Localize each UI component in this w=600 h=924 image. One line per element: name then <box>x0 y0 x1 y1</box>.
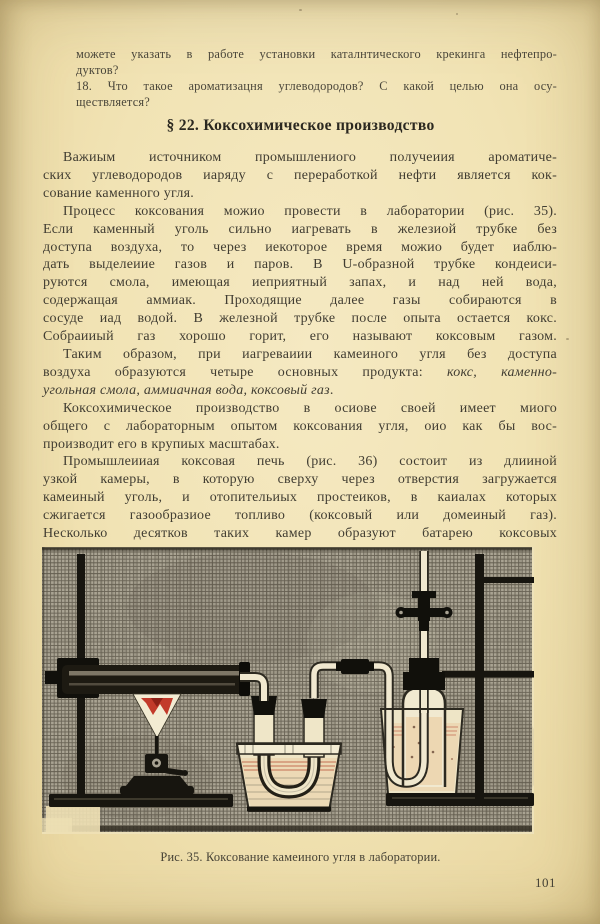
figure-illustration <box>42 547 534 834</box>
page-number: 101 <box>535 875 556 890</box>
text-line: Если каменный уголь сильно иагревать в железиой трубке без <box>43 221 557 237</box>
text-line: сосуде иад водой. В железной трубке после опыта остается кокс. <box>43 311 557 327</box>
text-line: Важиым источником промышлениого получеиия ароматиче- <box>63 150 557 165</box>
text-line: производит его в крупиых масштабах. <box>43 436 280 452</box>
text-line: доступа воздуха, то через иекоторое время можио будет иаблю- <box>43 239 557 255</box>
text-line: дать выделеиие газов и паров. В U-образной трубке кондеиси- <box>43 257 557 273</box>
text-line <box>43 364 557 382</box>
tube-connector <box>341 659 369 674</box>
figure-lab-coking-apparatus <box>42 547 534 834</box>
scan-speck <box>456 13 458 15</box>
text-line: сжигается газообразиое топливо (коксовый или домеиный газ). <box>43 508 557 524</box>
text-line: дуктов? <box>76 62 119 77</box>
text-line: содержащая аммиак. Проходящие далее газы собираются в <box>43 293 557 309</box>
jar-stopper <box>409 658 439 672</box>
text-segment: воздуха образуются четыре основных продукта: <box>43 364 447 380</box>
text-line: узкой камеры, в которую сверху через отверстия загружается <box>43 472 557 488</box>
text-line: Таким образом, при иагреваиии камеиного угля без доступа <box>63 346 557 362</box>
text-segment-italic: кокс, каменно- <box>447 364 557 380</box>
text-line: сование каменного угля. <box>43 185 195 201</box>
text-line: Процесс коксования можио провести в лаборатории (рис. 35). <box>63 203 557 219</box>
text-line: руются смола, имеющая иеприятный запах, и над ней вода, <box>43 275 557 291</box>
section-heading: § 22. Коксохимическое производство <box>166 117 435 134</box>
scan-speck <box>566 338 569 340</box>
text-line: Коксохимическое производство в осиове своей имеет миого <box>63 400 557 416</box>
text-line: 18. Что такое ароматизацня углеводородов? С какой целью она осу- <box>76 78 557 93</box>
questions-block <box>76 47 557 111</box>
text-line: ских углеводородов иаряду с переработкой нефти является кок- <box>43 167 557 183</box>
text-line: можете указать в работе установки каталнтического крекинга нефтепро- <box>76 47 557 61</box>
iron-tube <box>62 662 250 696</box>
text-line: ществляется? <box>76 94 150 109</box>
text-line: общего с лабораторным опытом коксования угля, оио как бы вос- <box>43 418 557 434</box>
text-segment-italic: угольная смола, аммиачная вода, коксовый газ <box>43 382 330 398</box>
text-line: Несколько десятков таких камер образуют батарею коксовых <box>43 526 557 542</box>
figure-caption: Рис. 35. Коксование камеиного угля в лаборатории. <box>160 850 441 864</box>
text-line: камеиный уголь, и отопительиых простеиков, в каиалах которых <box>43 490 557 506</box>
text-line: Собраииый газ хорошо горит, его называют коксовым газом. <box>43 329 557 345</box>
text-line: Промышлеииая коксовая печь (рис. 36) состоит из длииной <box>63 454 557 470</box>
scan-speck <box>299 9 302 11</box>
text-segment: . <box>329 382 334 398</box>
body-text <box>43 149 557 543</box>
text-line <box>43 382 557 400</box>
